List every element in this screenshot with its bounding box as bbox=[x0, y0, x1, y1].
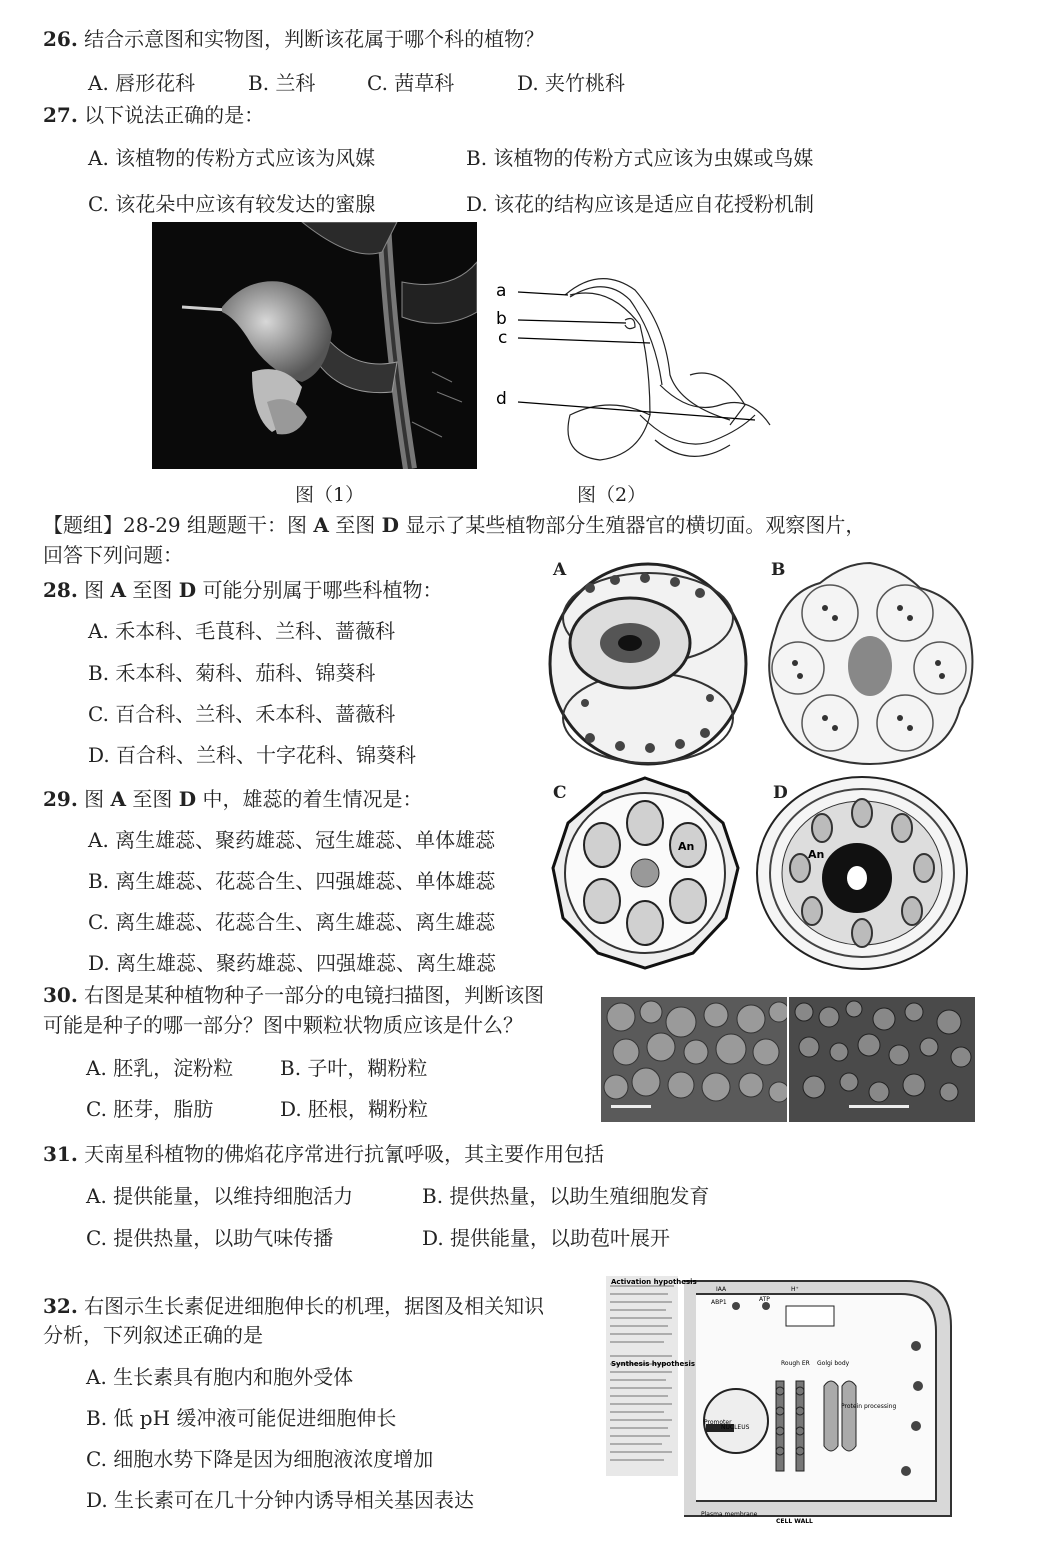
flower-photo bbox=[152, 222, 477, 469]
auxin-mechanism-diagram bbox=[606, 1276, 956, 1530]
q30-line1: 右图是某种植物种子一部分的电镜扫描图，判断该图 bbox=[84, 983, 545, 1007]
q28-d: D bbox=[178, 578, 197, 602]
label-d: d bbox=[496, 389, 507, 409]
auxin-nucleus-label: NUCLEUS bbox=[721, 1424, 750, 1431]
q28-pre: 图 bbox=[84, 578, 111, 602]
q28-number: 28. bbox=[43, 578, 78, 602]
q31-option-d[interactable]: D. 提供能量，以助苞叶展开 bbox=[422, 1226, 671, 1250]
q29-d: D bbox=[178, 787, 197, 811]
flower-diagram bbox=[490, 265, 790, 470]
q32-number: 32. bbox=[43, 1294, 78, 1318]
cross-section-b bbox=[760, 558, 980, 768]
q32-line1: 右图示生长素促进细胞伸长的机理，据图及相关知识 bbox=[84, 1294, 545, 1318]
q32-option-a[interactable]: A. 生长素具有胞内和胞外受体 bbox=[86, 1365, 354, 1389]
group-rest: 显示了某些植物部分生殖器官的横切面。观察图片， bbox=[398, 513, 866, 537]
q32-option-d[interactable]: D. 生长素可在几十分钟内诱导相关基因表达 bbox=[86, 1488, 475, 1512]
q32-stem-line1 bbox=[43, 1294, 544, 1318]
label-c: c bbox=[498, 328, 508, 348]
q31-option-c[interactable]: C. 提供热量，以助气味传播 bbox=[86, 1226, 334, 1250]
q27-option-c[interactable]: C. 该花朵中应该有较发达的蜜腺 bbox=[88, 192, 376, 216]
q30-option-a[interactable]: A. 胚乳，淀粉粒 bbox=[86, 1056, 234, 1080]
q31-option-a[interactable]: A. 提供能量，以维持细胞活力 bbox=[86, 1184, 354, 1208]
panel-d-an-label: An bbox=[808, 848, 825, 861]
label-b: b bbox=[496, 309, 507, 329]
q29-option-c[interactable]: C. 离生雄蕊、花蕊合生、离生雄蕊、离生雄蕊 bbox=[88, 910, 496, 934]
q26-stem bbox=[43, 27, 544, 51]
q29-a: A bbox=[110, 787, 127, 811]
q28-option-a[interactable]: A. 禾本科、毛茛科、兰科、蔷薇科 bbox=[88, 619, 396, 643]
cross-section-a bbox=[545, 558, 750, 766]
q26-option-c[interactable]: C. 茜草科 bbox=[367, 71, 455, 95]
q30-stem-line1 bbox=[43, 983, 544, 1007]
q27-stem bbox=[43, 103, 264, 127]
q31-stem bbox=[43, 1142, 604, 1166]
q27-option-a[interactable]: A. 该植物的传粉方式应该为风媒 bbox=[88, 146, 376, 170]
q30-number: 30. bbox=[43, 983, 78, 1007]
auxin-activation-label: Activation hypothesis bbox=[611, 1278, 697, 1286]
q31-number: 31. bbox=[43, 1142, 78, 1166]
q29-option-d[interactable]: D. 离生雄蕊、聚药雄蕊、四强雄蕊、离生雄蕊 bbox=[88, 951, 497, 975]
auxin-abp-label: ABP1 bbox=[711, 1299, 727, 1306]
q28-a: A bbox=[110, 578, 127, 602]
panel-c-letter: C bbox=[553, 783, 567, 803]
q31-option-b[interactable]: B. 提供热量，以助生殖细胞发育 bbox=[422, 1184, 710, 1208]
q30-option-d[interactable]: D. 胚根，糊粉粒 bbox=[280, 1097, 429, 1121]
auxin-iaa-label: IAA bbox=[716, 1286, 727, 1293]
q26-option-b[interactable]: B. 兰科 bbox=[248, 71, 316, 95]
q29-option-a[interactable]: A. 离生雄蕊、聚药雄蕊、冠生雄蕊、单体雄蕊 bbox=[88, 828, 496, 852]
panel-d-letter: D bbox=[773, 783, 788, 803]
panel-c-an-label: An bbox=[678, 840, 695, 853]
auxin-golgi-label: Golgi body bbox=[817, 1360, 850, 1367]
panel-a-letter: A bbox=[553, 560, 567, 580]
group-stem-line2: 回答下列问题： bbox=[43, 543, 183, 567]
q32-option-b[interactable]: B. 低 pH 缓冲液可能促进细胞伸长 bbox=[86, 1406, 397, 1430]
q26-option-d[interactable]: D. 夹竹桃科 bbox=[517, 71, 626, 95]
q28-mid: 至图 bbox=[126, 578, 179, 602]
q31-text: 天南星科植物的佛焰花序常进行抗氰呼吸，其主要作用包括 bbox=[84, 1142, 605, 1166]
auxin-cell-wall-label: CELL WALL bbox=[776, 1518, 813, 1525]
q27-text: 以下说法正确的是： bbox=[84, 103, 265, 127]
q28-stem bbox=[43, 578, 442, 602]
figure1-caption: 图（1） bbox=[295, 484, 365, 506]
auxin-protein-label: Protein processing bbox=[841, 1403, 897, 1410]
q29-post: 中，雄蕊的着生情况是： bbox=[196, 787, 423, 811]
q27-number: 27. bbox=[43, 103, 78, 127]
auxin-h-label: H⁺ bbox=[791, 1286, 799, 1293]
q29-stem bbox=[43, 787, 422, 811]
q28-option-d[interactable]: D. 百合科、兰科、十字花科、锦葵科 bbox=[88, 743, 417, 767]
panel-b-letter: B bbox=[771, 560, 786, 580]
q26-number: 26. bbox=[43, 27, 78, 51]
q29-option-b[interactable]: B. 离生雄蕊、花蕊合生、四强雄蕊、单体雄蕊 bbox=[88, 869, 496, 893]
group-a: A bbox=[313, 513, 329, 537]
auxin-rough-er-label: Rough ER bbox=[781, 1360, 810, 1367]
q27-option-d[interactable]: D. 该花的结构应该是适应自花授粉机制 bbox=[466, 192, 815, 216]
figure2-caption: 图（2） bbox=[577, 484, 647, 506]
sem-image-left bbox=[601, 997, 787, 1122]
q29-pre: 图 bbox=[84, 787, 111, 811]
cross-section-d bbox=[752, 773, 972, 973]
q26-text: 结合示意图和实物图，判断该花属于哪个科的植物？ bbox=[84, 27, 545, 51]
q27-option-b[interactable]: B. 该植物的传粉方式应该为虫媒或鸟媒 bbox=[466, 146, 814, 170]
q32-option-c[interactable]: C. 细胞水势下降是因为细胞液浓度增加 bbox=[86, 1447, 434, 1471]
group-stem-line1 bbox=[43, 513, 865, 537]
q26-option-a[interactable]: A. 唇形花科 bbox=[88, 71, 196, 95]
q28-post: 可能分别属于哪些科植物： bbox=[196, 578, 443, 602]
group-prefix: 【题组】28-29 组题题干：图 bbox=[43, 513, 314, 537]
q30-option-b[interactable]: B. 子叶，糊粉粒 bbox=[280, 1056, 428, 1080]
q30-option-c[interactable]: C. 胚芽，脂肪 bbox=[86, 1097, 214, 1121]
auxin-plasma-label: Plasma membrane bbox=[701, 1511, 758, 1518]
cross-section-c bbox=[548, 773, 743, 970]
sem-image-right bbox=[789, 997, 975, 1122]
auxin-promoter-label: Promoter bbox=[704, 1419, 732, 1426]
auxin-atp-label: ATP bbox=[759, 1296, 770, 1303]
q32-stem-line2: 分析，下列叙述正确的是 bbox=[43, 1323, 263, 1347]
q29-number: 29. bbox=[43, 787, 78, 811]
q29-mid: 至图 bbox=[126, 787, 179, 811]
group-mid: 至图 bbox=[328, 513, 382, 537]
q30-stem-line2: 可能是种子的哪一部分？图中颗粒状物质应该是什么？ bbox=[43, 1013, 523, 1037]
auxin-synthesis-label: Synthesis hypothesis bbox=[611, 1360, 696, 1368]
q28-option-b[interactable]: B. 禾本科、菊科、茄科、锦葵科 bbox=[88, 661, 376, 685]
label-a: a bbox=[496, 281, 507, 301]
group-d: D bbox=[381, 513, 399, 537]
q28-option-c[interactable]: C. 百合科、兰科、禾本科、蔷薇科 bbox=[88, 702, 396, 726]
